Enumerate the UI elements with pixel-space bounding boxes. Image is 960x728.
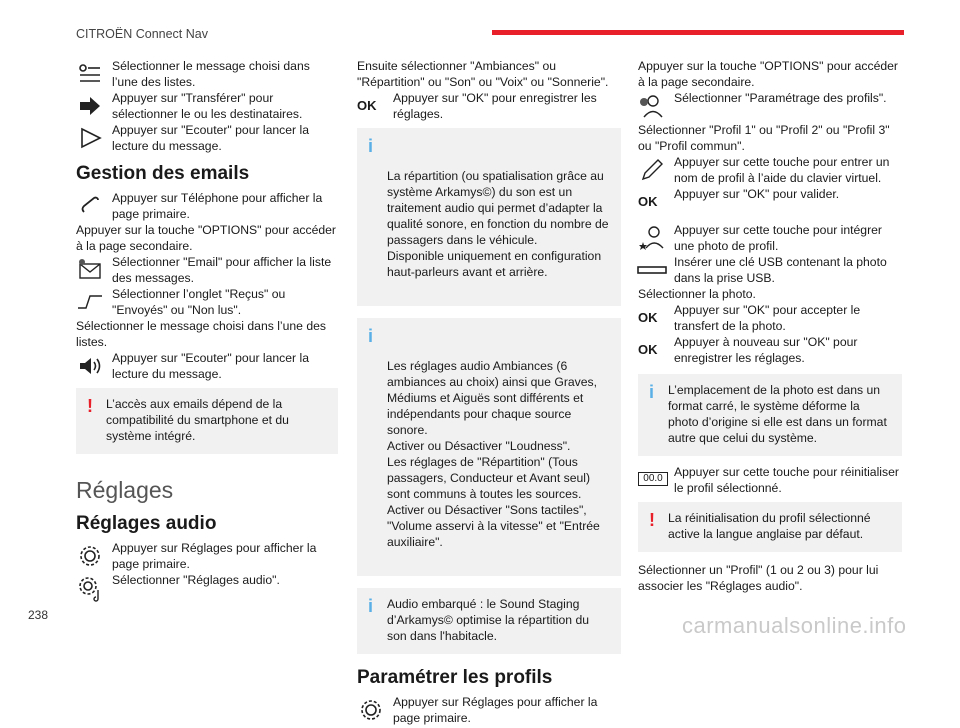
info-icon: i bbox=[368, 136, 374, 156]
phone-icon bbox=[76, 192, 104, 220]
instruction-row: OK Appuyer à nouveau sur "OK" pour enregistrer les réglages. bbox=[638, 335, 858, 365]
warning-note: ! La réinitialisation du profil sélectionné active la langue anglaise par défaut. bbox=[638, 502, 902, 552]
instruction-row: Appuyer sur "Ecouter" pour lancer la lecture du message. bbox=[76, 350, 338, 382]
info-icon: i bbox=[649, 382, 655, 402]
paragraph: Appuyer sur la touche "OPTIONS" pour accéder à la page secondaire. bbox=[76, 223, 336, 253]
instruction-row: Sélectionner "Email" pour afficher la liste des messages. bbox=[76, 254, 338, 286]
paragraph: Sélectionner le message choisi dans l’une des listes. bbox=[76, 319, 326, 349]
instruction-row: Appuyer sur Téléphone pour afficher la page primaire. bbox=[76, 190, 338, 222]
info-note: i L’emplacement de la photo est dans un format carré, le système déforme la photo d’origine si elle est dans un format autre que celui du système. bbox=[638, 374, 902, 456]
running-header: CITROËN Connect Nav bbox=[76, 27, 208, 41]
instruction-row: OK Appuyer sur "OK" pour valider. bbox=[638, 186, 902, 218]
tab-icon bbox=[76, 288, 104, 316]
warning-note: ! L’accès aux emails dépend de la compatibilité du smartphone et du système intégré. bbox=[76, 388, 338, 454]
email-icon bbox=[76, 256, 104, 284]
paragraph: Ensuite sélectionner "Ambiances" ou "Répartition" ou "Son" ou "Voix" ou "Sonnerie". bbox=[357, 59, 609, 89]
page-number: 238 bbox=[28, 608, 49, 622]
chapter-heading: Réglages bbox=[76, 477, 174, 503]
paragraph: Sélectionner un "Profil" (1 ou 2 ou 3) pour lui associer les "Réglages audio". bbox=[638, 563, 879, 593]
info-icon: i bbox=[368, 596, 374, 616]
list-select-icon bbox=[76, 60, 104, 88]
instruction-row: Appuyer sur cette touche pour entrer un nom de profil à l’aide du clavier virtuel. bbox=[638, 154, 902, 186]
instruction-row: OK Appuyer sur "OK" pour enregistrer les réglages. bbox=[357, 91, 597, 121]
warning-icon: ! bbox=[87, 396, 93, 416]
profile-settings-icon bbox=[638, 92, 666, 120]
ok-icon: OK bbox=[638, 342, 658, 357]
play-icon bbox=[76, 124, 104, 152]
gear-icon bbox=[76, 542, 104, 570]
section-heading-audio: Réglages audio bbox=[76, 513, 217, 534]
instruction-row: Appuyer sur Réglages pour afficher la page primaire. bbox=[76, 540, 338, 572]
instruction-row: Appuyer sur Réglages pour afficher la page primaire. bbox=[357, 694, 621, 726]
header-red-bar bbox=[492, 30, 904, 35]
section-heading-emails: Gestion des emails bbox=[76, 163, 250, 184]
instruction-row: Insérer une clé USB contenant la photo dans la prise USB. bbox=[638, 254, 902, 286]
ok-icon: OK bbox=[638, 194, 658, 209]
gear-audio-icon bbox=[76, 574, 104, 602]
instruction-row: 00.0 Appuyer sur cette touche pour réinitialiser le profil sélectionné. bbox=[638, 464, 902, 496]
forward-arrow-icon bbox=[76, 92, 104, 120]
info-icon: i bbox=[368, 326, 374, 346]
column-1 bbox=[76, 58, 338, 604]
column-3 bbox=[638, 58, 902, 594]
speaker-icon bbox=[76, 352, 104, 380]
usb-key-icon bbox=[638, 256, 666, 284]
instruction-row: Sélectionner "Paramétrage des profils". bbox=[638, 90, 902, 122]
ok-icon: OK bbox=[638, 310, 658, 325]
warning-icon: ! bbox=[649, 510, 655, 530]
paragraph: Sélectionner la photo. bbox=[638, 287, 756, 301]
watermark: carmanualsonline.info bbox=[682, 613, 907, 638]
instruction-row: Appuyer sur cette touche pour intégrer une photo de profil. bbox=[638, 222, 902, 254]
instruction-row: Sélectionner le message choisi dans l’une des listes. bbox=[76, 58, 338, 90]
info-note: i Audio embarqué : le Sound Staging d’Arkamys© optimise la répartition du son dans l'habitacle. bbox=[357, 588, 621, 654]
column-2 bbox=[357, 58, 621, 726]
profile-photo-icon bbox=[638, 224, 666, 252]
info-note: i La répartition (ou spatialisation grâce au système Arkamys©) du son est un traitement audio qui permet d’adapter la qualité sonore, en fonction du nombre de passagers dans le véhicule. Disponible uniquement en configuration haut-parleurs avant et arrière. bbox=[357, 128, 621, 306]
reset-icon: 00.0 bbox=[638, 472, 668, 486]
ok-icon: OK bbox=[357, 98, 377, 113]
instruction-row: OK Appuyer sur "OK" pour accepter le transfert de la photo. bbox=[638, 303, 861, 333]
instruction-row: Appuyer sur "Transférer" pour sélectionner le ou les destinataires. bbox=[76, 90, 338, 122]
paragraph: Appuyer sur la touche "OPTIONS" pour accéder à la page secondaire. bbox=[638, 59, 898, 89]
instruction-row: Sélectionner "Réglages audio". bbox=[76, 572, 338, 604]
instruction-row: Appuyer sur "Ecouter" pour lancer la lecture du message. bbox=[76, 122, 338, 154]
instruction-row: Sélectionner l’onglet "Reçus" ou "Envoyés" ou "Non lus". bbox=[76, 286, 338, 318]
paragraph: Sélectionner "Profil 1" ou "Profil 2" ou "Profil 3" ou "Profil commun". bbox=[638, 123, 890, 153]
section-heading-profils: Paramétrer les profils bbox=[357, 667, 553, 688]
gear-icon bbox=[357, 696, 385, 724]
info-note: i Les réglages audio Ambiances (6 ambiances au choix) ainsi que Graves, Médiums et Aiguës sont différents et indépendants pour chaque source sonore. Activer ou Désactiver "Loudness". Les réglages de "Répartition" (Tous passagers, Conducteur et Avant seul) sont communs à toutes les sources. Activer ou Désactiver "Sons tactiles", "Volume asservi à la vitesse" et "Entrée auxiliaire". bbox=[357, 318, 621, 576]
pencil-icon bbox=[638, 156, 666, 184]
